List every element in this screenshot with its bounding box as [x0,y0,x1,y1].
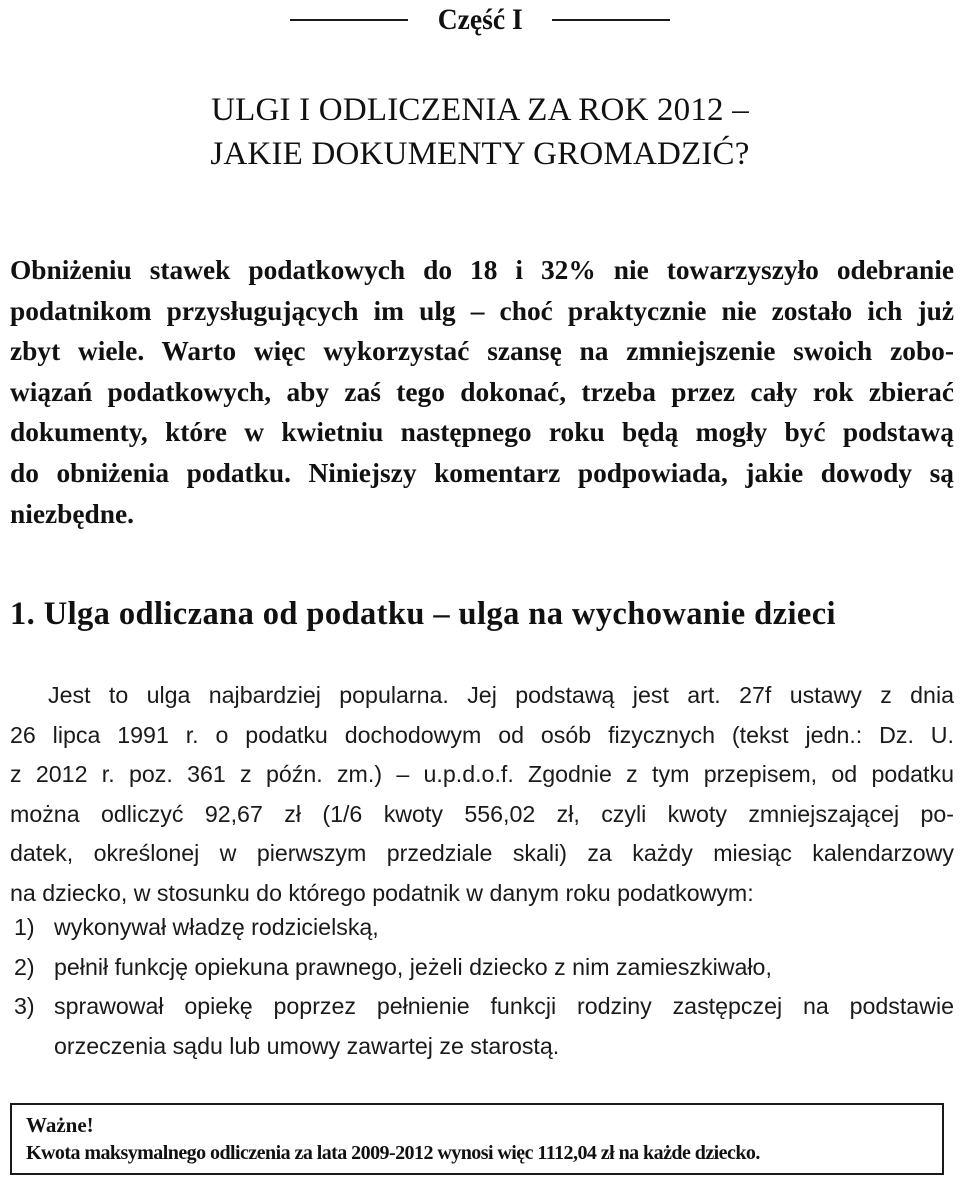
body-line: Jest to ulga najbardziej popularna. Jej podstawą jest art. 27f ustawy z dnia [48,682,954,708]
list-item-text [54,908,954,948]
list-item [10,987,954,1066]
intro-paragraph [10,250,954,534]
part-rule-left [290,19,408,21]
list-item-line: wykonywał władzę rodzicielską, [54,914,379,940]
list-item-text [54,948,954,988]
list-item-line: orzeczenia sądu lub umowy zawartej ze starostą. [54,1032,560,1059]
chapter-title-line: JAKIE DOKUMENTY GROMADZIĆ? [210,136,750,172]
list-item-line: pełnił funkcję opiekuna prawnego, jeżeli dziecko z nim zamieszkiwało, [54,953,772,980]
intro-line: dokumenty, które w kwietniu następnego roku będą mogły być podstawą [10,417,954,448]
body-line: 26 lipca 1991 r. o podatku dochodowym od osób fizycznych (tekst jedn.: Dz. U. [10,721,954,748]
list-item-number: 1) [14,914,35,940]
intro-line: do obniżenia podatku. Niniejszy komentarz podpowiada, jakie dowody są [10,457,954,488]
intro-line: niezbędne. [10,498,135,529]
note-title: Ważne! [26,1113,94,1137]
list-item-text [54,987,954,1066]
part-rule-right [552,19,670,21]
note-text: Kwota maksymalnego odliczenia za lata 2009-2012 wynosi więc 1112,04 zł na każde dziecko. [26,1142,760,1164]
intro-line: wiązań podatkowych, aby zaś tego dokonać, trzeba przez cały rok zbierać [10,376,954,407]
intro-line: Obniżeniu stawek podatkowych do 18 i 32% nie towarzyszyło odebranie [10,255,954,285]
list-item-number: 3) [14,993,35,1019]
chapter-title [0,88,960,176]
body-line: z 2012 r. poz. 361 z późn. zm.) – u.p.d.o.f. Zgodnie z tym przepisem, od podatku [10,761,954,787]
intro-line: podatnikom przysługujących im ulg – choć praktycznie nie zostało ich już [10,295,954,326]
body-paragraph [10,676,954,913]
list-item [10,948,954,988]
chapter-title-line: ULGI I ODLICZENIA ZA ROK 2012 – [211,92,749,128]
part-label: Część I [437,3,523,36]
list-item-line: sprawował opiekę poprzez pełnienie funkcji rodziny zastępczej na podstawie [54,993,954,1019]
list-item-number: 2) [14,953,35,980]
list-item [10,908,954,948]
important-note-box [10,1103,944,1175]
section-heading: 1. Ulga odliczana od podatku – ulga na wychowanie dzieci [10,596,836,632]
conditions-list [10,908,954,1066]
intro-line: zbyt wiele. Warto więc wykorzystać szansę na zmniejszenie swoich zobo- [10,336,954,367]
part-header [0,0,960,40]
body-line: można odliczyć 92,67 zł (1/6 kwoty 556,02 zł, czyli kwoty zmniejszającej po- [10,800,954,827]
body-line: datek, określonej w pierwszym przedziale skali) za każdy miesiąc kalendarzowy [10,840,954,866]
body-line: na dziecko, w stosunku do którego podatnik w danym roku podatkowym: [10,879,754,906]
